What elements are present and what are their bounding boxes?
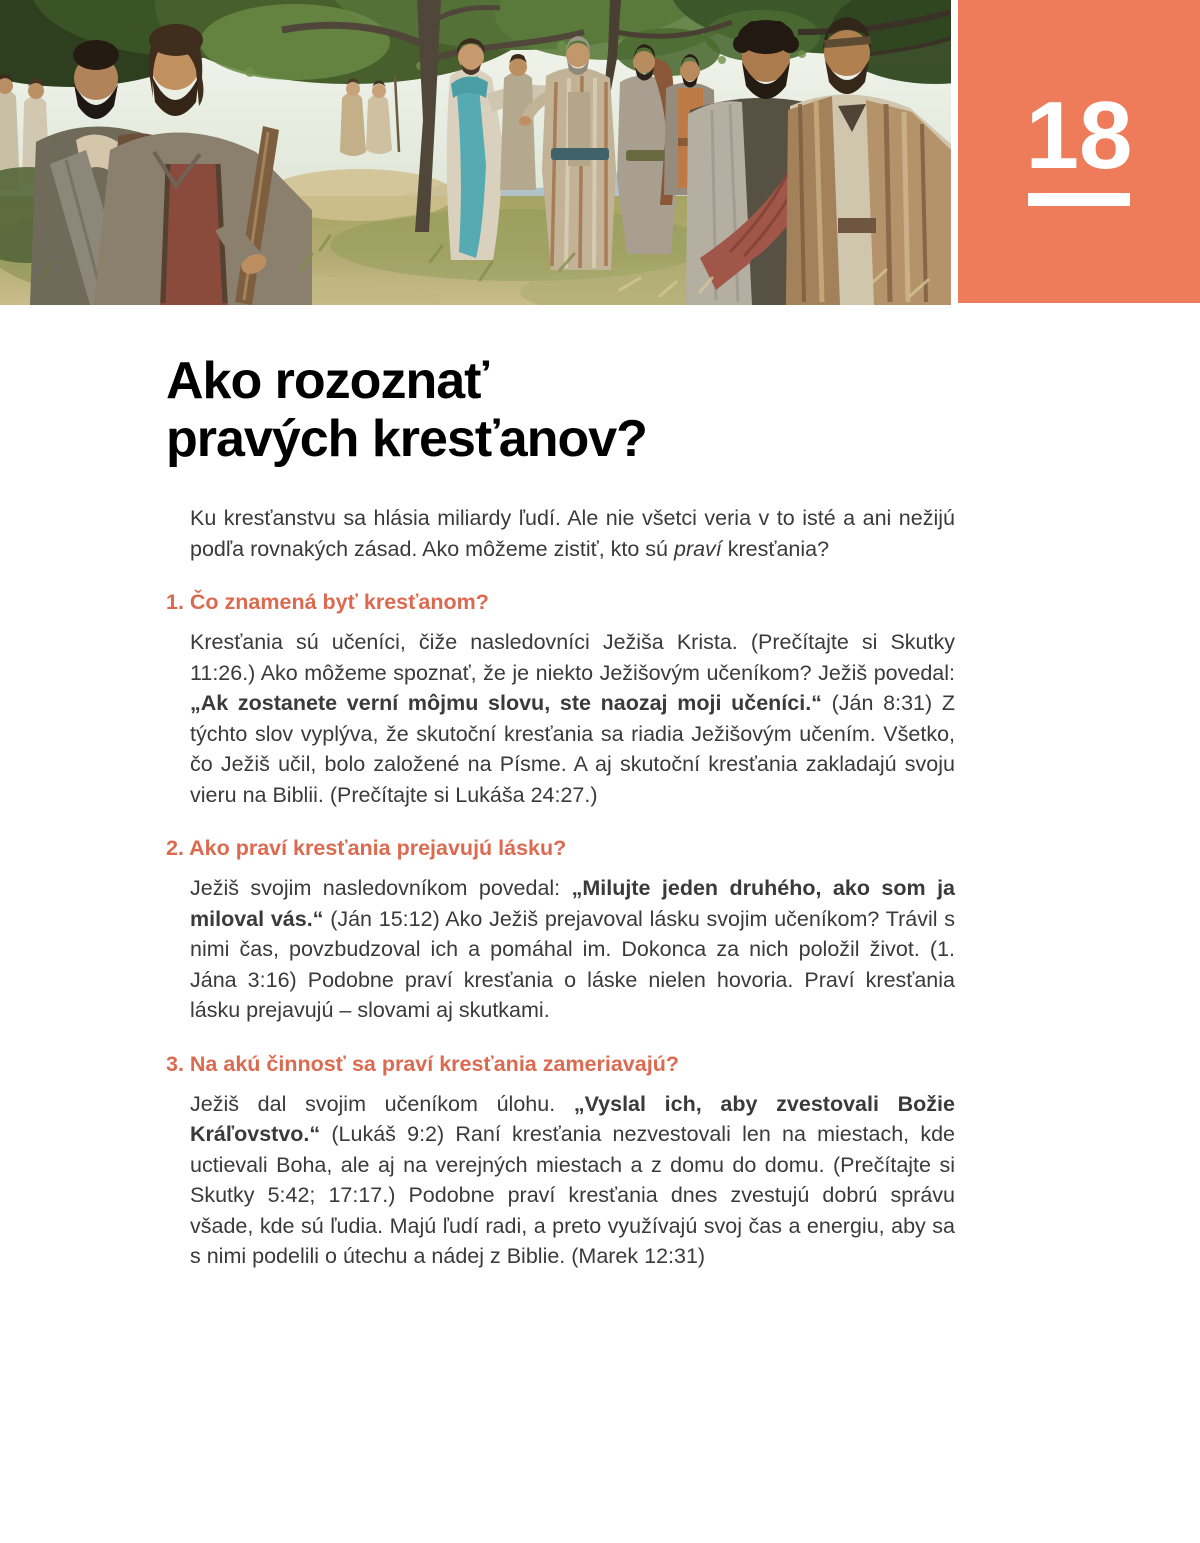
lesson-number-badge [958,0,1200,303]
section-2 [166,835,956,1026]
page-title-line2: pravých kresťanov? [166,410,647,468]
page-title [166,352,956,468]
hero-gap [951,0,958,305]
hero-photo-illustration [0,0,951,305]
page-title-line1: Ako rozoznať [166,352,489,410]
section-2-paragraph: Ježiš svojim nasledovníkom povedal: „Milujte jeden druhého, ako som ja miloval vás.“ (Ján 15:12) Ako Ježiš prejavoval lásku svojim učeníkom? Trávil s nimi čas, povzbudzoval ich a pomáhal im. Dokonca za nich položil život. (1. Jána 3:16) Podobne praví kresťania o láske nielen hovoria. Praví kresťania lásku prejavujú – slovami aj skutkami. [190,876,955,1022]
intro-paragraph: Ku kresťanstvu sa hlásia miliardy ľudí. Ale nie všetci veria v to isté a ani nežijú podľa rovnakých zásad. Ako môžeme zistiť, kto sú praví kresťania? [190,506,955,561]
section-2-heading: 2. Ako praví kresťania prejavujú lásku? [166,836,567,860]
section-3 [166,1051,956,1272]
section-1-heading: 1. Čo znamená byť kresťanom? [166,590,489,614]
lesson-content [0,352,1200,1272]
section-1-paragraph: Kresťania sú učeníci, čiže nasledovníci Ježiša Krista. (Prečítajte si Skutky 11:26.) Ako môžeme spoznať, že je niekto Ježišovým učeníkom? Ježiš povedal: „Ak zostanete verní môjmu slovu, ste naozaj moji učeníci.“ (Ján 8:31) Z týchto slov vyplýva, že skutoční kresťania sa riadia Ježišovým učením. Všetko, čo Ježiš učil, bolo založené na Písme. A aj skutoční kresťania zakladajú svoju vieru na Biblii. (Prečítajte si Lukáša 24:27.) [190,630,955,807]
hero-header [0,0,1200,305]
section-1 [166,589,956,810]
section-3-heading: 3. Na akú činnosť sa praví kresťania zameriavajú? [166,1051,679,1076]
lesson-number-underline [1028,193,1130,206]
lesson-number: 18 [1025,82,1133,189]
section-3-paragraph: Ježiš dal svojim učeníkom úlohu. „Vyslal ich, aby zvestovali Božie Kráľovstvo.“ (Lukáš 9:2) Raní kresťania nezvestovali len na miestach, kde uctievali Boha, ale aj na verejných miestach a z domu do domu. (Prečítajte si Skutky 5:42; 17:17.) Podobne praví kresťania dnes zvestujú dobrú správu všade, kde sú ľudia. Majú ľudí radi, a preto využívajú svoj čas a energiu, aby sa s nimi podelili o útechu a nádej z Biblie. (Marek 12:31) [190,1091,955,1268]
hero-photo [0,0,951,305]
